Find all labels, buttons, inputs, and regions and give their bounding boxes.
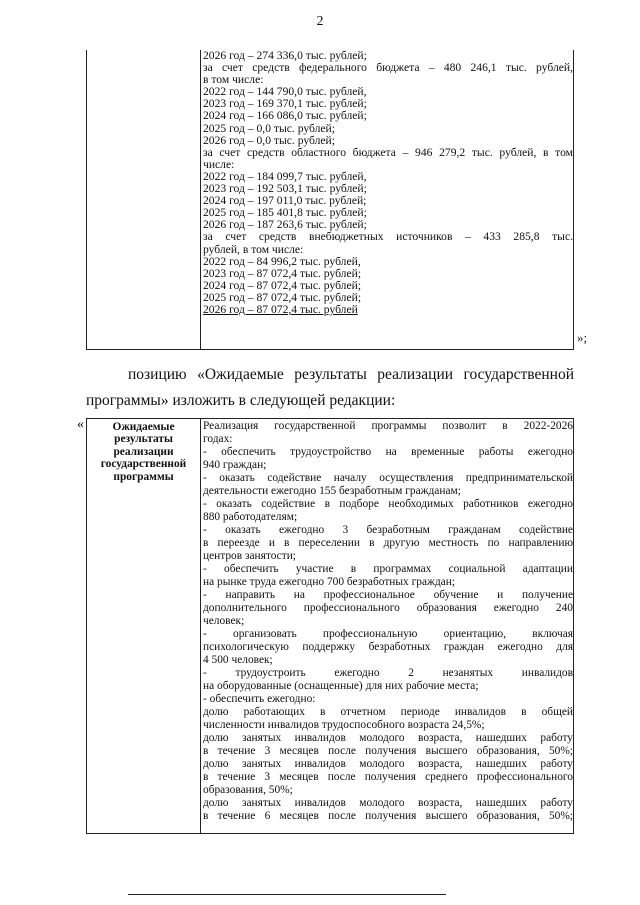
table-row: деятельности ежегодно 155 безработным гражданам; xyxy=(203,485,461,497)
table-row: - обеспечить участие в программах социальной адаптации xyxy=(203,563,573,575)
table-row: 2026 год – 87 072,4 тыс. рублей xyxy=(203,303,358,316)
table-row: 940 граждан; xyxy=(203,459,267,471)
table-row: 2026 год – 187 263,6 тыс. рублей; xyxy=(203,219,367,232)
table-row: в течение 3 месяцев после получения среднего профессионального xyxy=(203,771,573,783)
table-row: - направить на профессиональное обучение и получение xyxy=(203,589,573,601)
expected-results-content-cell xyxy=(203,420,573,823)
opening-quote-mark: « xyxy=(77,417,84,432)
table-row: 2023 год – 169 370,1 тыс. рублей; xyxy=(203,98,367,111)
closing-quote-mark: »; xyxy=(577,330,588,345)
expected-results-table xyxy=(86,418,574,834)
page-number: 2 xyxy=(316,14,324,29)
header-line: Ожидаемые xyxy=(112,421,175,433)
table-row: - оказать содействие началу осуществления предпринимательской xyxy=(203,472,573,484)
financing-table xyxy=(86,50,574,350)
table-row: - обеспечить ежегодно: xyxy=(203,693,316,705)
table-row: психологическую поддержку безработных граждан ежегодно для xyxy=(203,641,573,653)
table-row: 2022 год – 184 099,7 тыс. рублей, xyxy=(203,170,367,183)
table-row: - трудоустроить ежегодно 2 незанятых инвалидов xyxy=(203,667,573,679)
header-line: реализации xyxy=(113,445,174,458)
table-row: 2023 год – 87 072,4 тыс. рублей; xyxy=(203,267,362,280)
page-bottom-rule xyxy=(128,894,446,895)
table-row: 2025 год – 185 401,8 тыс. рублей; xyxy=(203,207,367,220)
table-row: в течение 6 месяцев после получения высшего образования, 50%; xyxy=(203,810,573,822)
table-row: 2024 год – 166 086,0 тыс. рублей; xyxy=(203,110,367,123)
table-row: в том числе: xyxy=(203,74,264,87)
table-row: за счет средств областного бюджета – 946 279,2 тыс. рублей, в том xyxy=(203,146,573,159)
table-row: рублей, в том числе: xyxy=(203,243,304,256)
header-line: результаты xyxy=(114,433,173,446)
table-row: за счет средств внебюджетных источников – 433 285,8 тыс. xyxy=(203,231,573,244)
table-row: 2022 год – 144 790,0 тыс. рублей, xyxy=(203,86,367,99)
financing-table-label-cell xyxy=(87,50,201,349)
table-row: 2024 год – 87 072,4 тыс. рублей; xyxy=(203,279,362,292)
table-row: за счет средств федерального бюджета – 480 246,1 тыс. рублей, xyxy=(203,62,573,75)
table-row: годах: xyxy=(203,433,233,445)
table-row: долю работающих в отчетном периоде инвалидов в общей xyxy=(203,706,573,718)
table-row: человек; xyxy=(203,615,245,627)
table-row: в течение 3 месяцев после получения высшего образования, 50%; xyxy=(203,745,573,757)
table-row: в переезде и в переселении в другую местность по направлению xyxy=(203,537,573,549)
table-row: долю занятых инвалидов молодого возраста, нашедших работу xyxy=(203,797,573,809)
table-row: численности инвалидов трудоспособного возраста 24,5%; xyxy=(203,719,485,731)
table-row: дополнительного профессионального образования ежегодно 240 xyxy=(203,602,573,614)
table-row: 2025 год – 0,0 тыс. рублей; xyxy=(203,122,335,135)
table-row: - оказать содействие в подборе необходимых работников ежегодно xyxy=(203,498,573,510)
instruction-line-1: позицию «Ожидаемые результаты реализации государственной xyxy=(128,366,574,383)
table-row: - оказать ежегодно 3 безработным гражданам содействие xyxy=(203,524,573,536)
table-row: долю занятых инвалидов молодого возраста, нашедших работу xyxy=(203,732,573,744)
table-row: - организовать профессиональную ориентацию, включая xyxy=(203,628,573,640)
header-line: программы xyxy=(113,470,174,483)
expected-results-header-cell xyxy=(87,419,201,833)
table-row: на оборудованные (оснащенные) для них рабочие места; xyxy=(203,680,479,692)
table-row: 4 500 человек; xyxy=(203,654,273,666)
table-row: на рынке труда ежегодно 700 безработных граждан; xyxy=(203,576,455,588)
table-row: числе: xyxy=(203,158,235,171)
table-row: 2023 год – 192 503,1 тыс. рублей; xyxy=(203,183,367,196)
table-row: 880 работодателям; xyxy=(203,511,298,523)
table-row: 2026 год – 274 336,0 тыс. рублей; xyxy=(203,50,367,62)
table-row: 2025 год – 87 072,4 тыс. рублей; xyxy=(203,291,362,304)
table-row: - обеспечить трудоустройство на временные работы ежегодно xyxy=(203,446,573,458)
table-row: Реализация государственной программы позволит в 2022-2026 xyxy=(203,420,573,432)
table-row: 2026 год – 0,0 тыс. рублей; xyxy=(203,134,335,147)
financing-table-content-cell xyxy=(203,50,573,316)
table-row: долю занятых инвалидов молодого возраста, нашедших работу xyxy=(203,758,573,770)
table-row: 2024 год – 197 011,0 тыс. рублей; xyxy=(203,195,367,208)
instruction-line-2: программы» изложить в следующей редакции: xyxy=(86,392,396,409)
table-row: центров занятости; xyxy=(203,550,296,562)
table-row: образования, 50%; xyxy=(203,784,293,796)
table-row: 2022 год – 84 996,2 тыс. рублей, xyxy=(203,255,361,268)
header-line: государственной xyxy=(100,458,187,471)
